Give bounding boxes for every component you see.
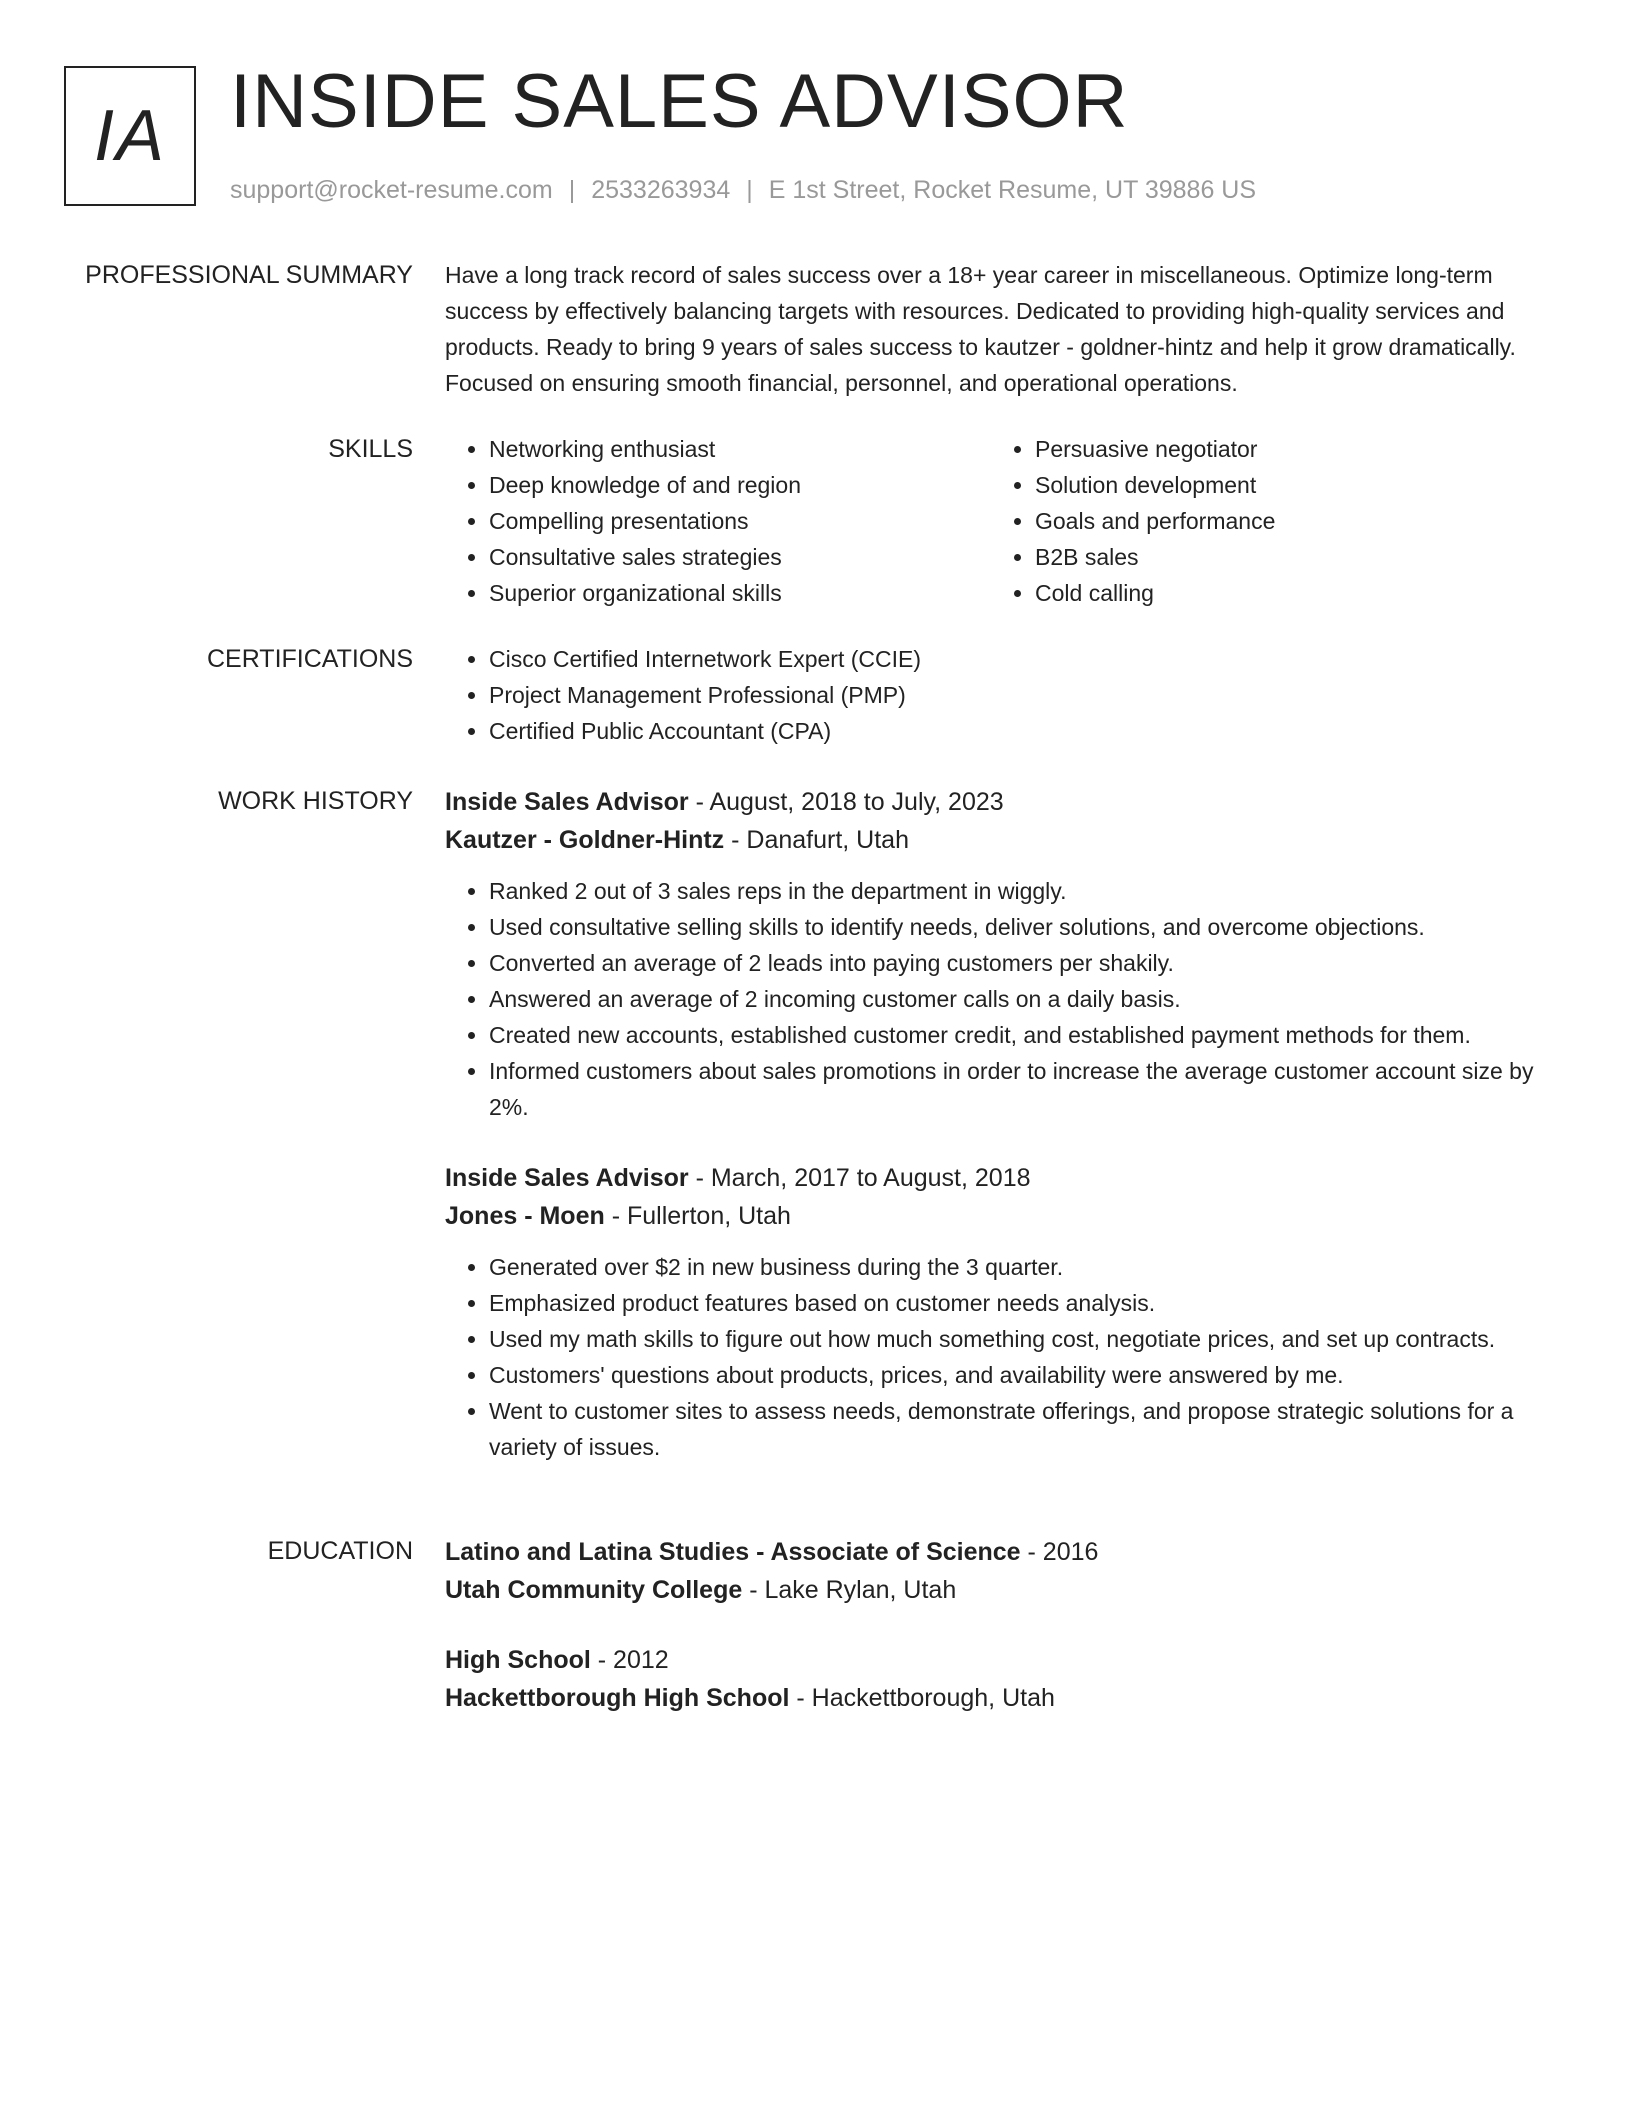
certification-item: • Certified Public Accountant (CPA) [489,713,1575,749]
section-label-skills: SKILLS [328,435,413,463]
job-bullet: • Used my math skills to figure out how much something cost, negotiate prices, and set up contracts. [489,1321,1575,1357]
job-title: Inside Sales Advisor [445,788,689,816]
resume-title: INSIDE SALES ADVISOR [230,59,1129,144]
education-entry [445,1641,1575,1717]
education-school: Hackettborough High School [445,1684,790,1712]
job-company-line [445,1197,1575,1235]
job-bullet: • Emphasized product features based on customer needs analysis. [489,1285,1575,1321]
job-title-line [445,783,1575,821]
summary-body [445,257,1575,401]
skills-grid [445,431,1575,611]
education-location: - Hackettborough, Utah [789,1684,1055,1712]
job-location: - Fullerton, Utah [604,1202,791,1230]
job-bullet: • Answered an average of 2 incoming customer calls on a daily basis. [489,981,1575,1017]
education-school-line [445,1679,1575,1717]
education-year: - 2016 [1020,1538,1099,1566]
skill-item: • Cold calling [1035,575,1537,611]
section-label-certifications: CERTIFICATIONS [206,645,413,673]
skills-column-right [991,431,1537,611]
skill-item: • Solution development [1035,467,1537,503]
education-school-line [445,1571,1575,1609]
certification-item: • Cisco Certified Internetwork Expert (CCIE) [489,641,1575,677]
job-title: Inside Sales Advisor [445,1164,689,1192]
education-degree-line [445,1533,1575,1571]
education-degree: Latino and Latina Studies - Associate of Science [445,1538,1021,1566]
job-bullet-list [445,1249,1575,1465]
job-bullet: • Went to customer sites to assess needs, demonstrate offerings, and propose strategic solutions for a variety of issues. [489,1393,1575,1465]
skill-item: • Persuasive negotiator [1035,431,1537,467]
job-bullet: • Generated over $2 in new business during the 3 quarter. [489,1249,1575,1285]
job-company: Kautzer - Goldner-Hintz [445,826,725,854]
certification-item: • Project Management Professional (PMP) [489,677,1575,713]
education-degree: High School [445,1646,591,1674]
skill-item: • Deep knowledge of and region [489,467,991,503]
contact-email: support@rocket-resume.com [230,176,553,204]
job-bullet: • Informed customers about sales promotions in order to increase the average customer account size by 2%. [489,1053,1575,1125]
job-entry [445,783,1575,1125]
education-school: Utah Community College [445,1576,743,1604]
education-degree-line [445,1641,1575,1679]
skills-body [445,431,1575,611]
job-location: - Danafurt, Utah [724,826,909,854]
job-bullet: • Customers' questions about products, prices, and availability were answered by me. [489,1357,1575,1393]
contact-separator: | [568,176,576,204]
job-bullet-list [445,873,1575,1125]
section-label-work-history: WORK HISTORY [218,787,413,815]
skills-column-left [445,431,991,611]
summary-text: Have a long track record of sales success over a 18+ year career in miscellaneous. Optimize long-term success by effectively balancing targets with resources. Dedicated to providing high-quality services and products. Ready to bring 9 years of sales success to kautzer - goldner-hintz and help it grow dramatically. Focused on ensuring smooth financial, personnel, and operational operations. [445,262,1516,396]
job-dates: - March, 2017 to August, 2018 [688,1164,1031,1192]
contact-separator: | [746,176,753,204]
section-label-education: EDUCATION [267,1537,413,1565]
job-bullet: • Created new accounts, established customer credit, and established payment methods for them. [489,1017,1575,1053]
skill-item: • Consultative sales strategies [489,539,991,575]
job-entry [445,1159,1575,1465]
job-title-line [445,1159,1575,1197]
education-location: - Lake Rylan, Utah [742,1576,957,1604]
skill-item: • B2B sales [1035,539,1537,575]
job-company-line [445,821,1575,859]
monogram-logo: IA [64,66,196,206]
job-company: Jones - Moen [445,1202,605,1230]
work-history-body [445,783,1575,1499]
job-bullet: • Ranked 2 out of 3 sales reps in the department in wiggly. [489,873,1575,909]
job-bullet: • Used consultative selling skills to identify needs, deliver solutions, and overcome objections. [489,909,1575,945]
skill-item: • Goals and performance [1035,503,1537,539]
certifications-body [445,641,1575,749]
job-bullet: • Converted an average of 2 leads into paying customers per shakily. [489,945,1575,981]
skill-item: • Compelling presentations [489,503,991,539]
education-body [445,1533,1575,1749]
section-label-summary: PROFESSIONAL SUMMARY [85,261,413,289]
job-dates: - August, 2018 to July, 2023 [688,788,1004,816]
skill-item: • Superior organizational skills [489,575,991,611]
education-entry [445,1533,1575,1609]
skill-item: • Networking enthusiast [489,431,991,467]
contact-phone: 2533263934 [591,176,731,204]
contact-address: E 1st Street, Rocket Resume, UT 39886 US [768,176,1257,204]
contact-line [230,172,1256,208]
education-year: - 2012 [590,1646,669,1674]
